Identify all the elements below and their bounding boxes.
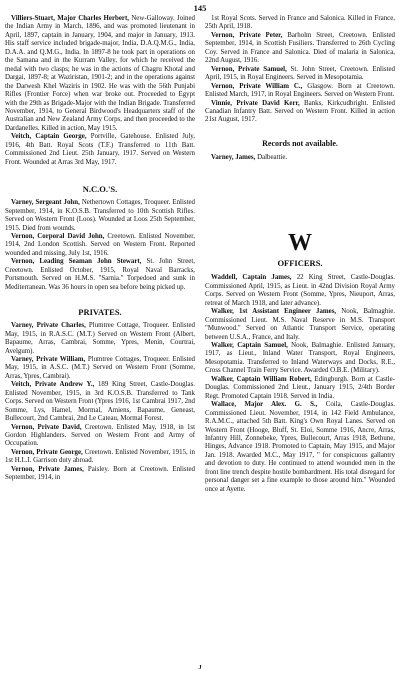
entry-name: Veitch, Captain George, (11, 133, 87, 141)
entry-name: Waddell, Captain James, (211, 274, 292, 282)
entry-text: New-Galloway. Joined the Indian Army in March, 1896, and was promoted lieutenant in April, 1897, captain in January, 1904, and major in January, 1913. His staff service included brigade-major, India, D.A.Q.M.G., India, D.A.A. and Q.M.G., India. In 1897-8 he took part in operations on the Samana and in the Kurram Valley, for which he received the medal with two clasps; he was in the actions of Chagru Khotal and Dargai, 1897-8; at Waziristan, 1901-2; and in the operations against the Darwesh Khel Waziris in 1902. He was with the 56th Punjabi Rifles (Frontier Force) when war broke out. Proceeded to Egypt with the 29th as Brigade-Major with the Indian Brigade. Transferred November, 1914, to General Birdwood's Headquarters staff of the Australian and New Zealand Army Corps, and then proceeded to the Dardanelles. Killed in action, May 1915. (5, 15, 196, 132)
entry-text: Portville, Gatehouse. Enlisted July, 1916, 4th Batt. Royal Scots (T.F.) Transferred to 11th Batt. Commissioned 2nd Lieut. 25th January, 1917. Served on Western Front. Wounded at Arras 3rd May, 1917. (5, 133, 196, 166)
page-number: 145 (193, 3, 207, 13)
entry-text: Coila, Castle-Douglas. Commissioned Lieut. November, 1914, in 142 Field Ambulance, R.A.M.C., attached 5th Batt. King's Own Royal Lanes. Served on Western Front (Hooge, Bluff, St. Eloi, Somme 1916, Ancre, Arras, Infantry Hill, Zonnebeke, Ypres, Bullecourt, Arras 1918, Bethune, Hinges, Advance 1918. Promoted to Captain, May 1915, and Major Jan. 1918. Awarded M.C., May 1917, " for conspicuous gallantry and devotion to duty. He continued to attend wounded men in the front line trench despite hostile bombardment. His total disregard for personal danger set a fine example to those around him." Wounded once at Ayette. (205, 401, 395, 493)
entry-text: 189 King Street, Castle-Douglas. Enlisted November, 1915, in 3rd K.O.S.B. Transferred to Tank Corps. Served on Western Front (Ypres 1916, 1st Cambrai 1917, 2nd Somme, Lys, Hamel, Mormal, Amiens, Bapaume, Geneast, Bullecourt, 2nd Cambrai, 2nd Le Cateau, Mormal Forest. (5, 381, 195, 423)
roll-entry (205, 100, 395, 125)
entry-text: Nook, Balmaghie. Commissioned Lieut. M.S. Naval Reserve in M.S. Transport "Munwood." Served on Atlantic Transport Service, operating between U.S.A., France, and Italy. (205, 308, 395, 341)
entry-name: Varney, Private Charles, (11, 322, 86, 330)
roll-entry (5, 381, 195, 423)
roll-entry (5, 258, 195, 292)
nco-heading: N.C.O.'S. (82, 184, 118, 195)
entry-name: Walker, Captain William Robert, (211, 375, 312, 383)
entry-name: Vernon, Private David, (11, 423, 82, 431)
entry-name: Vernon, Private George, (11, 448, 83, 456)
entry-text: Creetown. Enlisted November, 1915, in 1st H.L.I. Garrison duty abroad. (5, 448, 195, 465)
roll-entry (5, 449, 195, 466)
roll-entry (5, 424, 195, 449)
entry-name: Varney, Sergeant John, (11, 199, 80, 207)
entry-name: Villiers-Stuart, Major Charles Herbert, (11, 15, 129, 22)
roll-entry (205, 83, 395, 100)
entry-name: Veitch, Private Andrew Y., (11, 381, 95, 389)
roll-entry (205, 66, 395, 83)
roll-entry (5, 233, 195, 258)
officer-entries (205, 274, 395, 494)
entry-text: St. John Street, Creetown. Enlisted October, 1915, Royal Naval Barracks, Portsmouth. Served on H.M.S. "Sarnia." Torpedoed and sunk in Mediterranean. Was 36 hours in open sea before being picked up. (5, 258, 196, 291)
entry-text: 1st Royal Scots. Served in France and Salonica. Killed in France, 25th April, 1918. (205, 15, 395, 31)
left-top-entries (5, 15, 195, 167)
entry-name: Vernon, Private James, (11, 465, 84, 473)
entry-name: Vernon, Corporal David John, (11, 232, 105, 240)
entry-text: Nethertown Cottages, Troqueer. Enlisted September, 1914, in K.O.S.B. Transferred to 10th Scottish Rifles. Served on Western Front (Loos). Wounded at Loos 25th September, 1915. Died from wounds. (5, 199, 195, 232)
entry-text: Barholm Street, Creetown. Enlisted September, 1914, in Scottish Fusiliers. Transferred to 26th Cycling Coy. Served in France and Salonica. Died of malaria in Salonica, 22nd August, 1916. (205, 31, 395, 65)
roll-entry (205, 401, 395, 494)
entry-text: St. John Street, Creetown. Enlisted April, 1915, in Royal Engineers. Served in Mesopotamia. (205, 65, 395, 82)
officers-heading: OFFICERS. (277, 258, 323, 269)
footer-mark: J (198, 664, 202, 671)
entry-text: Creetown. Enlisted November, 1914, 2nd London Scottish. Served on Western Front. Reported wounded and missing, July 1st, 1916. (5, 232, 196, 257)
right-column (205, 15, 395, 494)
roll-entry (205, 32, 395, 66)
section-letter: W (288, 230, 312, 257)
records-entry-name: Varney, James, (211, 153, 256, 161)
nco-entries (5, 199, 195, 292)
entry-name: Vernon, Private William C., (211, 82, 303, 90)
privates-heading: PRIVATES. (78, 307, 122, 318)
roll-entry (205, 308, 395, 342)
roll-entry (5, 466, 195, 483)
entry-text: Banks, Kirkcudbright. Enlisted Canadian Infantry Batt. Served on Western Front. Killed in action 21st August, 1917. (205, 99, 396, 124)
entry-text: Plumtree Cottage, Troqueer. Enlisted May, 1915, in R.A.S.C. (M.T.) Served on Western Front (Albert, Bapaume, Arras, Cambrai, Somme, Ypres, Menin, Courtrai, Avelgum). (5, 322, 195, 355)
roll-entry (5, 15, 195, 133)
roll-entry (5, 199, 195, 233)
records-entry-text: Dalbeattie. (255, 153, 288, 161)
entry-text: Paisley. Born at Creetown. Enlisted September, 1914, in (5, 465, 195, 482)
right-top-entries (205, 15, 395, 125)
entry-name: Walker, Captain Samuel, (211, 341, 288, 349)
roll-entry (205, 376, 395, 401)
records-entry (205, 154, 395, 162)
records-heading: Records not available. (262, 138, 338, 148)
entry-text: Creetown. Enlisted May, 1918, in 1st Gordon Highlanders. Served on Western Front and Army of Occupation. (5, 423, 195, 448)
roll-entry (205, 274, 395, 308)
entry-text: Edingburgh. Born at Castle-Douglas. Commissioned 2nd Lieut., January 1915, 2/4th Border Regt. Promoted Captain 1918. Served in India. (205, 375, 395, 400)
entry-text: Nook, Balmaghie. Enlisted January, 1917, as Lieut., Inland Water Transport, Royal Engineers, Mesopotamia. Transferred to Inland Waterways and Docks, R.E., Cross Channel Train Ferry Service. Awarded O.B.E. (Military). (205, 341, 395, 375)
roll-entry (205, 342, 395, 376)
entry-name: Vernon, Private Samuel, (211, 65, 287, 73)
entry-text: Glasgow. Born at Creetown. Enlisted March, 1917, in Royal Engineers. Served on Western Front. (205, 82, 395, 99)
entry-name: Varney, Private William, (11, 355, 86, 363)
roll-entry (5, 133, 195, 167)
roll-entry (5, 356, 195, 381)
entry-name: Vernon, Private Peter, (211, 31, 283, 39)
entry-text: Plumtree Cottages, Troqueer. Enlisted May, 1915, in A.S.C. (M.T.) Served on Western Front (Somme, Arras, Ypres, Cambrai). (5, 355, 195, 380)
entry-name: Walker, 1st Assistant Engineer James, (211, 308, 337, 316)
entry-name: Vernon, Leading Seaman John Stewart, (11, 258, 142, 266)
left-column (5, 15, 195, 483)
private-entries (5, 322, 195, 483)
roll-entry (5, 322, 195, 356)
entry-name: Wallace, Major Alex. G. S., (211, 401, 318, 409)
roll-entry (205, 15, 395, 32)
entry-name: Vinnie, Private David Kerr, (211, 99, 300, 107)
entry-text: 22 King Street, Castle-Douglas. Commissioned April, 1915, as Lieut. in 42nd Division Royal Army Corps. Served on Western Front (Somme, Ypres, Nieuport, Arras, retreat of March 1918, and later advance). (205, 274, 395, 307)
